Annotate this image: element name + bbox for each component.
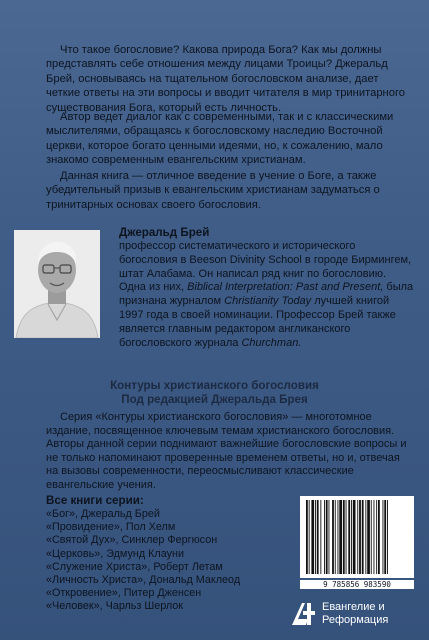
- barcode-bar: [384, 500, 386, 574]
- intro-paragraph-3: Данная книга — отличное введение в учение о Боге, а также убедительный призыв к евангельским христианам задуматься о тринитарных основах своего богословия.: [46, 170, 380, 211]
- barcode-bar: [351, 500, 352, 574]
- journal-churchman-italic: Churchman.: [241, 336, 302, 349]
- barcode-bar: [335, 500, 336, 574]
- barcode-bar: [365, 500, 366, 574]
- list-item: «Человек», Чарльз Шерлок: [46, 600, 184, 613]
- barcode-bar: [346, 500, 347, 574]
- author-name: Джеральд Брей: [119, 226, 210, 239]
- barcode-bar: [306, 500, 308, 574]
- barcode-bar: [353, 500, 356, 574]
- books-list: [46, 508, 240, 614]
- list-item: «Церковь», Эдмунд Клауни: [46, 547, 184, 560]
- list-item: «Бог», Джеральд Брей: [46, 508, 160, 520]
- barcode: [300, 496, 414, 578]
- barcode-bar: [378, 500, 380, 574]
- barcode-bar: [359, 500, 361, 574]
- publisher-logo-icon: [288, 599, 318, 629]
- barcode-bar: [317, 500, 319, 574]
- barcode-bar: [371, 500, 372, 574]
- barcode-bar: [357, 500, 358, 574]
- barcode-bar: [339, 500, 342, 574]
- series-title: Контуры христианского богословия: [110, 379, 319, 392]
- series-description: Серия «Контуры христианского богословия» — многотомное издание, посвященное ключевым темам христианского богословия. Авторы данной серии поднимают важнейшие богословские вопросы и не только напоминают проверенные временем ответы, но и, отвечая на вызовы современности, переосмысливают классические евангельские учения.: [46, 411, 407, 491]
- book-title-italic: Biblical Interpretation: Past and Present,: [187, 281, 384, 294]
- barcode-bar: [338, 500, 339, 574]
- barcode-bar: [315, 500, 316, 574]
- list-item: «Провидение», Пол Хелм: [46, 521, 176, 534]
- list-item: «Святой Дух», Синклер Фергюсон: [46, 534, 218, 547]
- barcode-bar: [309, 500, 310, 574]
- list-item: «Личность Христа», Дональд Маклеод: [46, 574, 241, 587]
- barcode-bar: [376, 500, 377, 574]
- barcode-bar: [387, 500, 388, 574]
- intro-paragraph-1: Что такое богословие? Какова природа Бога? Как мы должны представлять себе отношения между лицами Троицы? Джеральд Брей, основываясь на тщательном богословском анализе, дает четкие ответы на эти вопросы и вводит читателя в мир тринитарного существования Бога, который есть личность.: [46, 44, 405, 114]
- barcode-bar: [326, 500, 328, 574]
- list-item: «Служение Христа», Роберт Летам: [46, 560, 223, 573]
- barcode-bar: [362, 500, 364, 574]
- author-photo: [14, 230, 100, 338]
- barcode-bar: [348, 500, 350, 574]
- publisher-name: Евангелие и Реформация: [322, 601, 389, 626]
- barcode-bar: [374, 500, 375, 574]
- barcode-bar: [329, 500, 330, 574]
- series-editor: Под редакцией Джеральда Брея: [121, 393, 308, 406]
- books-heading: Все книги серии:: [46, 494, 144, 507]
- barcode-number: 9 785856 983590: [300, 580, 414, 589]
- barcode-bar: [320, 500, 321, 574]
- journal-title-italic: Christianity Today: [224, 295, 312, 308]
- barcode-bar: [343, 500, 345, 574]
- barcode-bar: [311, 500, 314, 574]
- author-bio: профессор систематического и исторического богословия в Beeson Divinity School в городе Бирмингем, штат Алабама. Он написал ряд книг по богословию. Одна из них, Biblical Interpretation: Past and Present, была признана журналом Christianity Today лучшей книгой 1997 года в своей номинации. Профессор Брей также является главным редактором англиканского богословского журнала Churchman.: [119, 240, 414, 349]
- barcode-bar: [383, 500, 384, 574]
- intro-paragraph-2: Автор ведет диалог как с современными, так и с классическими мыслителями, обращаясь к богословскому наследию Восточной церкви, которое богато ценными идеями, но, к сожалению, мало знакомо современным евангельским христианам.: [46, 111, 394, 167]
- barcode-bar: [324, 500, 325, 574]
- list-item: «Откровение», Питер Дженсен: [46, 587, 202, 600]
- barcode-bar: [332, 500, 334, 574]
- barcode-bar: [367, 500, 370, 574]
